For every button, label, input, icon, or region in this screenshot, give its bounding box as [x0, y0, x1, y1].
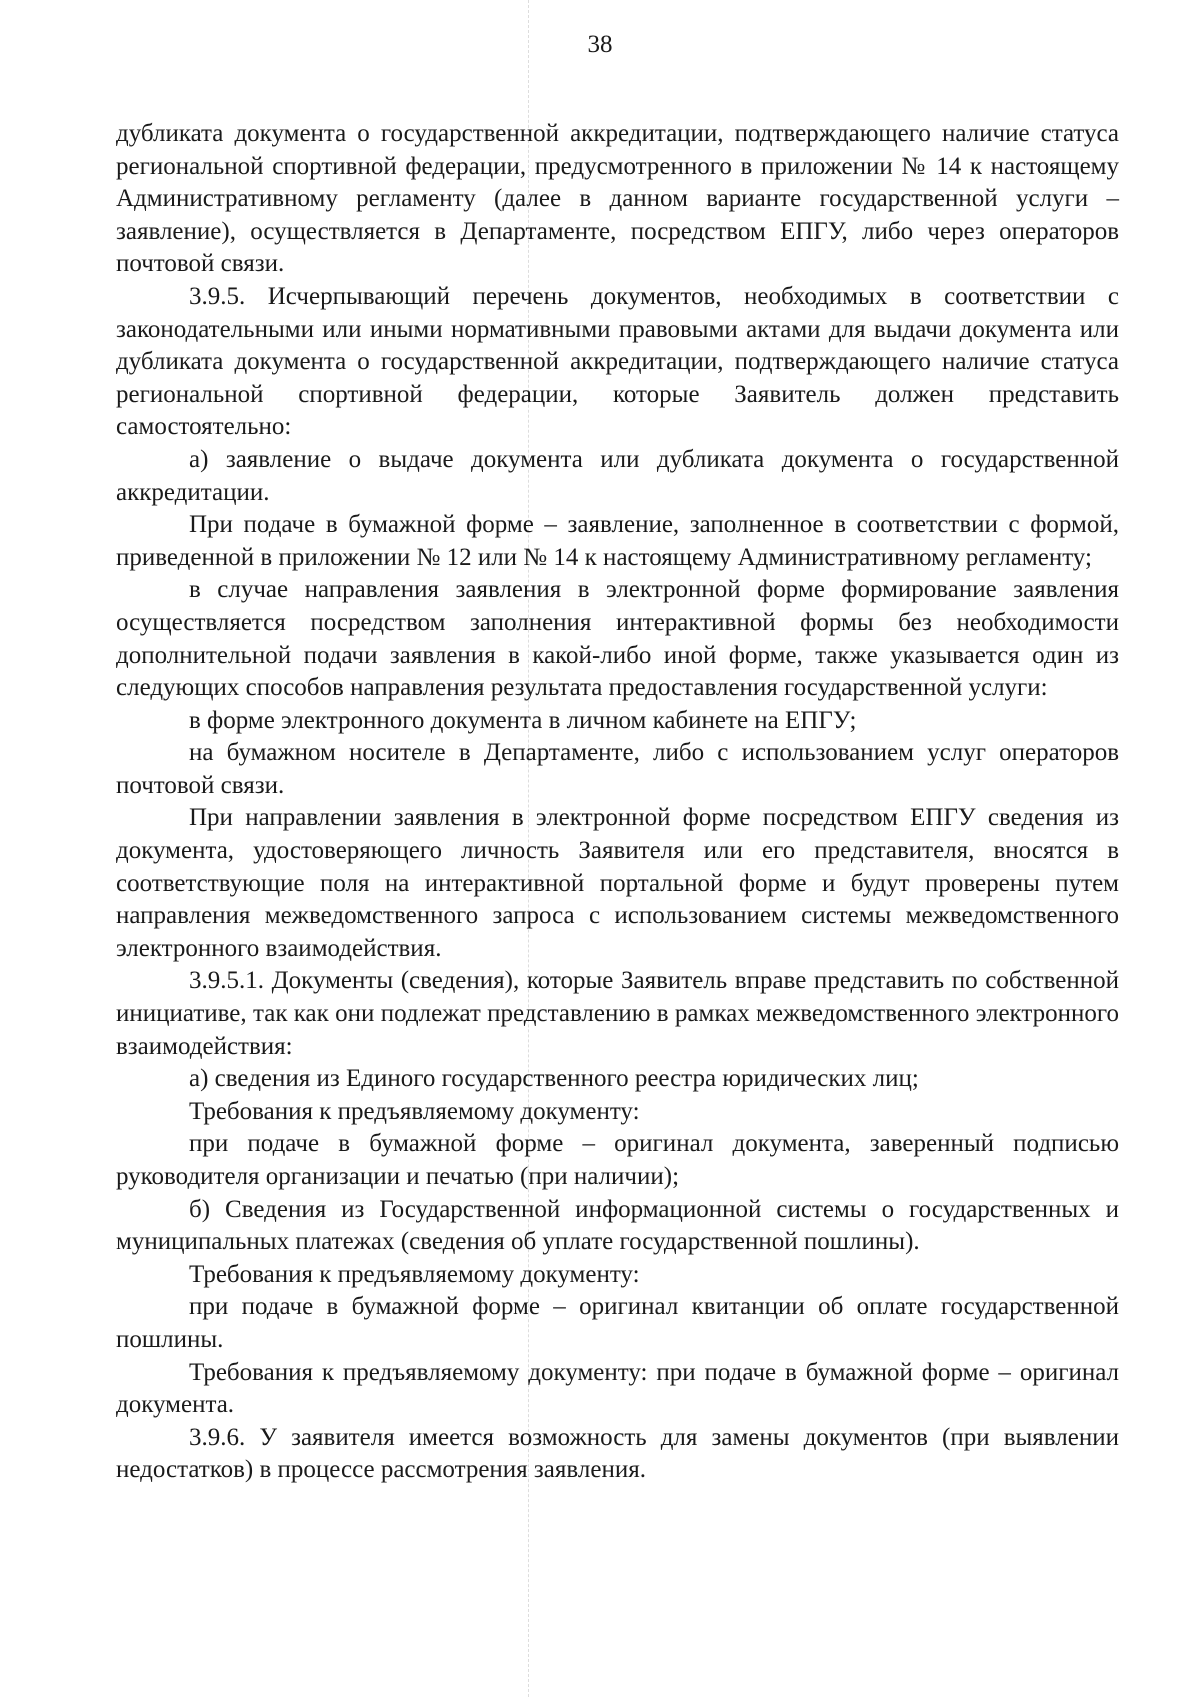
paragraph-8: При направлении заявления в электронной форме посредством ЕПГУ сведения из документа, удостоверяющего личность Заявителя или его представителя, вносятся в соответствующие поля на интерактивной портальной форме и будут проверены путем направления межведомственного запроса с использованием системы межведомственного электронного взаимодействия. [116, 804, 1119, 962]
paragraph-6: в форме электронного документа в личном кабинете на ЕПГУ; [189, 706, 857, 734]
paragraph-15: при подаче в бумажной форме – оригинал квитанции об оплате государственной пошлины. [116, 1293, 1119, 1353]
paragraph-5: в случае направления заявления в электронной форме формирование заявления осуществляется посредством заполнения интерактивной формы без необходимости дополнительной подачи заявления в какой-либо иной форме, также указывается один из следующих способов направления результата предоставления государственной услуги: [116, 576, 1119, 702]
paragraph-9: 3.9.5.1. Документы (сведения), которые Заявитель вправе представить по собственной инициативе, так как они подлежат представлению в рамках межведомственного электронного взаимодействия: [116, 967, 1119, 1060]
paragraph-3: а) заявление о выдаче документа или дубликата документа о государственной аккредитации. [116, 445, 1119, 506]
paragraph-14: Требования к предъявляемому документу: [189, 1260, 640, 1288]
paragraph-13: б) Сведения из Государственной информационной системы о государственных и муниципальных платежах (сведения об уплате государственной пошлины). [116, 1195, 1119, 1256]
paragraph-7: на бумажном носителе в Департаменте, либо с использованием услуг операторов почтовой связи. [116, 739, 1119, 799]
paragraph-4: При подаче в бумажной форме – заявление, заполненное в соответствии с формой, приведенной в приложении № 12 или № 14 к настоящему Административному регламенту; [116, 511, 1119, 571]
paragraph-16: Требования к предъявляемому документу: при подаче в бумажной форме – оригинал документа. [116, 1358, 1119, 1419]
page-number: 38 [587, 31, 613, 58]
paragraph-11: Требования к предъявляемому документу: [189, 1097, 640, 1125]
paragraph-2: 3.9.5. Исчерпывающий перечень документов, необходимых в соответствии с законодательными или иными нормативными правовыми актами для выдачи документа или дубликата документа о государственной аккредитации, подтверждающего наличие статуса региональной спортивной федерации, которые Заявитель должен представить самостоятельно: [116, 282, 1119, 441]
paragraph-1: дубликата документа о государственной аккредитации, подтверждающего наличие статуса региональной спортивной федерации, предусмотренного в приложении № 14 к настоящему Административному регламенту (далее в данном варианте государственной услуги – заявление), осуществляется в Департаменте, посредством ЕПГУ, либо через операторов почтовой связи. [116, 120, 1119, 278]
document-body [116, 118, 1119, 1487]
paragraph-17: 3.9.6. У заявителя имеется возможность для замены документов (при выявлении недостатков) в процессе рассмотрения заявления. [116, 1423, 1119, 1484]
paragraph-12: при подаче в бумажной форме – оригинал документа, заверенный подписью руководителя организации и печатью (при наличии); [116, 1130, 1119, 1190]
paragraph-10: а) сведения из Единого государственного реестра юридических лиц; [189, 1065, 919, 1093]
